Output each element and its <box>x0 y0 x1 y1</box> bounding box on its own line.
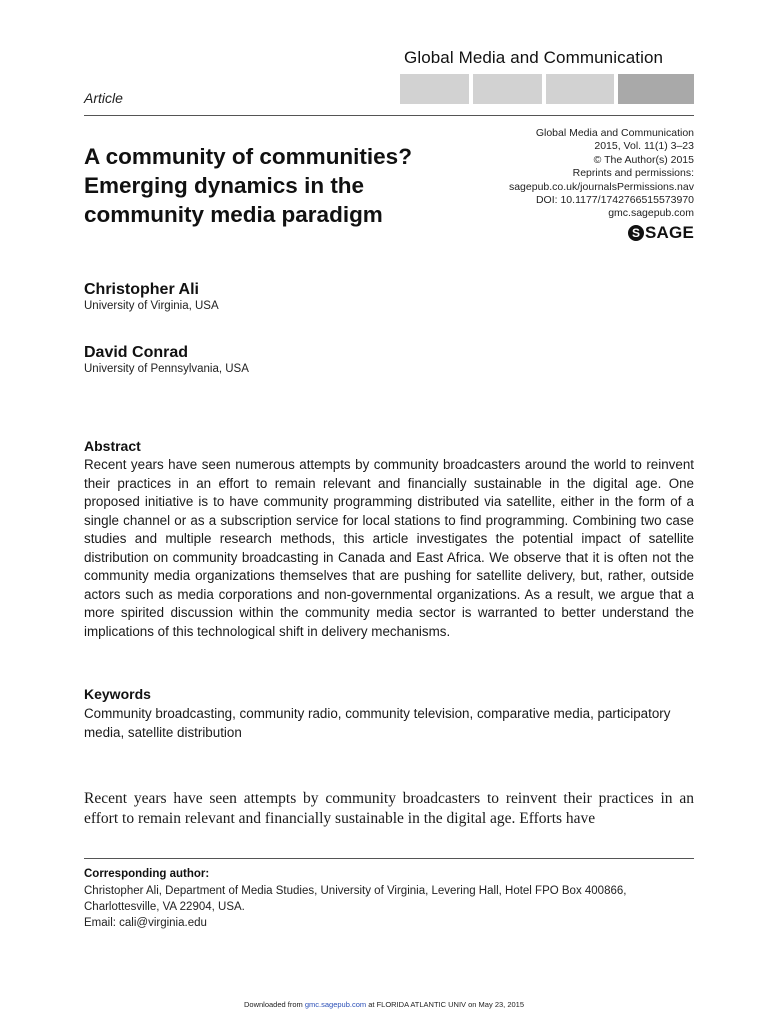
author-affiliation: University of Virginia, USA <box>84 300 219 312</box>
meta-copyright: © The Author(s) 2015 <box>593 153 694 166</box>
footer-link[interactable]: gmc.sagepub.com <box>304 1000 367 1009</box>
keywords-heading: Keywords <box>84 686 151 702</box>
meta-journal: Global Media and Communication <box>535 127 694 139</box>
meta-permissions-url[interactable]: sagepub.co.uk/journalsPermissions.nav <box>508 180 694 193</box>
title-line: A community of communities? <box>84 144 412 169</box>
meta-volume: 2015, Vol. 11(1) 3–23 <box>594 140 694 153</box>
keywords-text: Community broadcasting, community radio, community television, comparative media, participatory media, satellite distribution <box>84 706 671 740</box>
body-intro-text: Recent years have seen attempts by community broadcasters to reinvent their practices in an effort to remain relevant and financially sustainable in the digital age. Efforts have <box>84 790 694 827</box>
meta-reprints: Reprints and permissions: <box>572 167 694 180</box>
footer-prefix: Downloaded from <box>243 1000 303 1009</box>
header-rule <box>84 115 694 116</box>
corresponding-email[interactable]: Email: cali@virginia.edu <box>84 917 207 929</box>
author-name: David Conrad <box>84 344 189 361</box>
abstract-text: Recent years have seen numerous attempts by community broadcasters around the world to reinvent their practices in an effort to remain relevant and financially sustainable in the digital age. One proposed initiative is to have community programming distributed via satellite, either in the form of a single channel or as a subscription service for local stations to find programming. Combining two case studies and multiple research methods, this article investigates the potential impact of satellite distribution on community broadcasting in Canada and East Africa. We observe that it is often not the community media organizations themselves that are pushing for satellite delivery, but, rather, outside actors such as media corporations and non-governmental organizations. As a result, we argue that a more spirited discussion within the community media sector is warranted to better understand the implications of this technological shift in delivery mechanisms. <box>84 457 694 639</box>
author-name: Christopher Ali <box>84 281 199 298</box>
journal-name: Global Media and Communication <box>404 48 664 67</box>
sage-logo-icon: S <box>628 225 644 241</box>
footer-suffix: at FLORIDA ATLANTIC UNIV on May 23, 2015 <box>368 1000 525 1009</box>
publication-meta <box>434 127 694 221</box>
author-affiliation: University of Pennsylvania, USA <box>84 363 249 375</box>
corresponding-author-heading: Corresponding author: <box>84 868 210 880</box>
corresponding-line: Christopher Ali, Department of Media Studies, University of Virginia, Levering Hall, Hotel FPO Box 400866, <box>84 885 627 897</box>
article-type-label: Article <box>84 90 123 106</box>
title-line: Emerging dynamics in the <box>84 173 365 198</box>
header-block <box>400 74 469 104</box>
download-footer <box>0 1000 768 1009</box>
meta-site[interactable]: gmc.sagepub.com <box>608 207 694 220</box>
corresponding-author-details <box>84 883 699 931</box>
header-block <box>618 74 694 104</box>
sage-logo <box>628 223 694 243</box>
abstract-heading: Abstract <box>84 438 141 454</box>
sage-logo-text: SAGE <box>645 223 694 242</box>
footnote-rule <box>84 858 694 859</box>
meta-doi[interactable]: DOI: 10.1177/1742766515573970 <box>535 194 694 207</box>
header-block <box>546 74 614 104</box>
title-line: community media paradigm <box>84 202 383 227</box>
header-block <box>473 74 542 104</box>
corresponding-line: Charlottesville, VA 22904, USA. <box>84 901 245 913</box>
